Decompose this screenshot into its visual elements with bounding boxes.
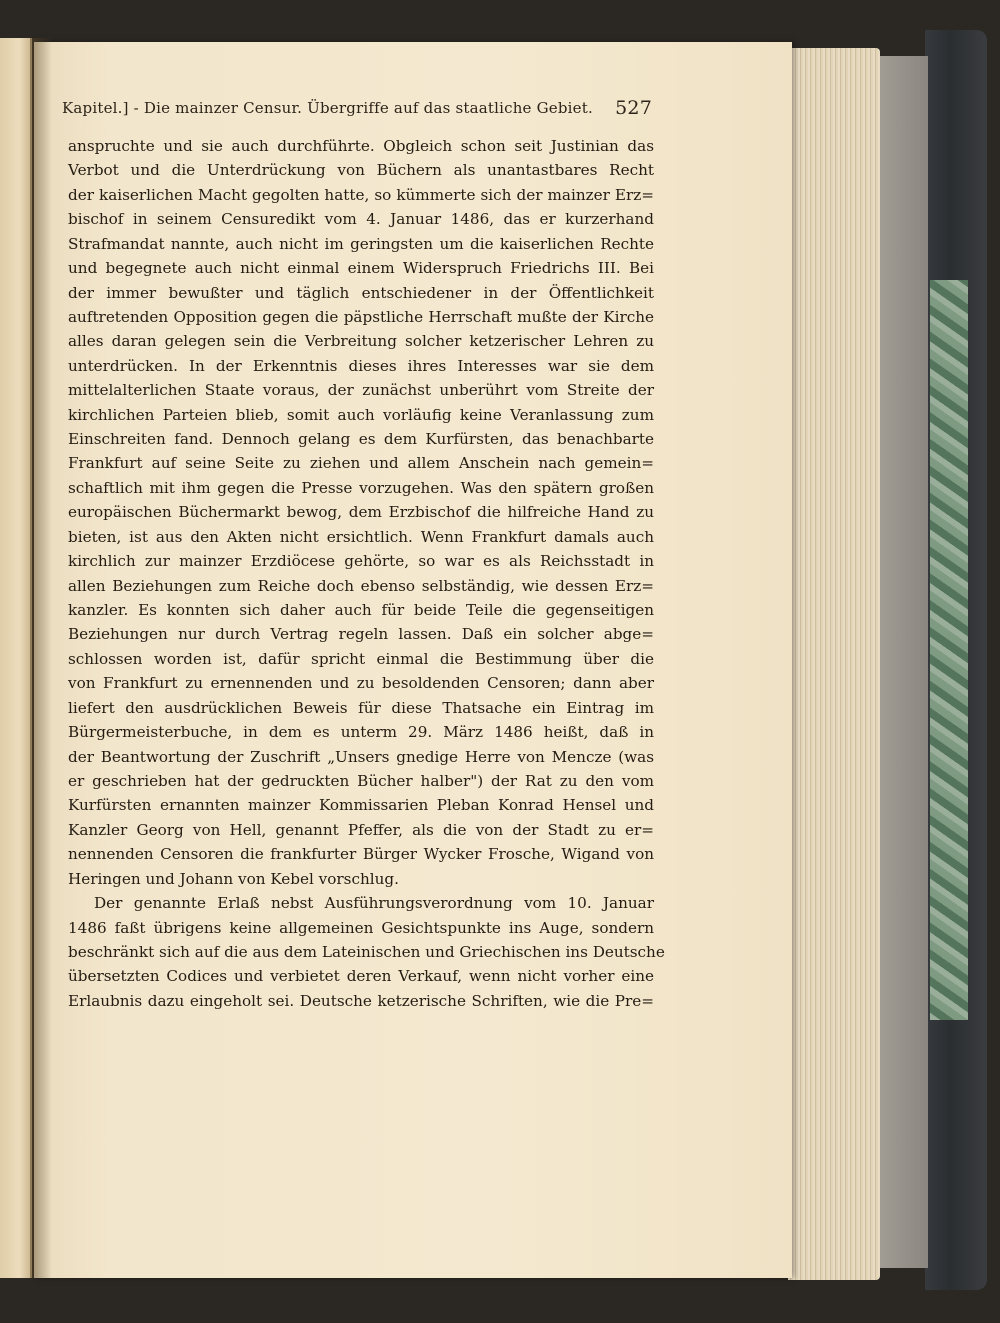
text-line: allen Beziehungen zum Reiche doch ebenso selbständig, wie dessen Erz=: [68, 576, 654, 595]
running-header: [62, 97, 652, 119]
text-line: nennenden Censoren die frankfurter Bürger Wycker Frosche, Wigand von: [68, 845, 654, 864]
text-line: Einschreiten fand. Dennoch gelang es dem Kurfürsten, das benachbarte: [68, 430, 654, 449]
text-line: kirchlich zur mainzer Erzdiöcese gehörte, so war es als Reichsstadt in: [68, 552, 654, 571]
text-line: Kanzler Georg von Hell, genannt Pfeffer, als die von der Stadt zu er=: [68, 820, 654, 839]
text-line: europäischen Büchermarkt bewog, dem Erzbischof die hilfreiche Hand zu: [68, 503, 654, 522]
text-line: 1486 faßt übrigens keine allgemeinen Gesichtspunkte ins Auge, sondern: [68, 918, 654, 937]
text-line: auftretenden Opposition gegen die päpstliche Herrschaft mußte der Kirche: [68, 307, 654, 326]
text-line: Kurfürsten ernannten mainzer Kommissarien Pleban Konrad Hensel und: [68, 796, 654, 815]
text-line: Erlaubnis dazu eingeholt sei. Deutsche ketzerische Schriften, wie die Pre=: [68, 991, 654, 1010]
text-line: alles daran gelegen sein die Verbreitung solcher ketzerischer Lehren zu: [68, 332, 654, 351]
text-line: Frankfurt auf seine Seite zu ziehen und allem Anschein nach gemein=: [68, 454, 654, 473]
text-line: er geschrieben hat der gedruckten Bücher halber") der Rat zu den vom: [68, 771, 654, 790]
text-line: Bürgermeisterbuche, in dem es unterm 29. März 1486 heißt, daß in: [68, 723, 654, 742]
text-line: der kaiserlichen Macht gegolten hatte, so kümmerte sich der mainzer Erz=: [68, 185, 654, 204]
text-line: übersetzten Codices und verbietet deren Verkauf, wenn nicht vorher eine: [68, 967, 654, 986]
text-line: bieten, ist aus den Akten nicht ersichtlich. Wenn Frankfurt damals auch: [68, 527, 654, 546]
marbled-cover-strip: [930, 280, 968, 1020]
page-stack: [788, 48, 880, 1280]
text-line: bischof in seinem Censuredikt vom 4. Januar 1486, das er kurzerhand: [68, 210, 654, 229]
text-line: Strafmandat nannte, auch nicht im geringsten um die kaiserlichen Rechte: [68, 234, 654, 253]
text-line: der Beantwortung der Zuschrift „Unsers gnedige Herre von Mencze (was: [68, 747, 654, 766]
page-block-edge: [872, 56, 928, 1268]
gutter-shadow: [30, 38, 52, 1278]
body-text: [68, 134, 665, 1013]
text-line: beschränkt sich auf die aus dem Lateinischen und Griechischen ins Deutsche: [68, 942, 665, 961]
text-line: schlossen worden ist, dafür spricht einmal die Bestimmung über die: [68, 649, 654, 668]
text-line: von Frankfurt zu ernennenden und zu besoldenden Censoren; dann aber: [68, 674, 654, 693]
text-line: kirchlichen Parteien blieb, somit auch vorläufig keine Veranlassung zum: [68, 405, 654, 424]
text-line: schaftlich mit ihm gegen die Presse vorzugehen. Was den spätern großen: [68, 478, 654, 497]
text-line: Verbot und die Unterdrückung von Büchern als unantastbares Recht: [68, 161, 654, 180]
paragraph-start-line: Der genannte Erlaß nebst Ausführungsverordnung vom 10. Januar: [94, 894, 654, 913]
text-line: anspruchte und sie auch durchführte. Obgleich schon seit Justinian das: [68, 137, 654, 155]
left-page-edge: [0, 38, 32, 1278]
text-line: Beziehungen nur durch Vertrag regeln lassen. Daß ein solcher abge=: [68, 625, 654, 644]
page-number: 527: [615, 97, 652, 119]
text-line: liefert den ausdrücklichen Beweis für diese Thatsache ein Eintrag im: [68, 698, 654, 717]
text-line: Heringen und Johann von Kebel vorschlug.: [68, 869, 399, 888]
text-line: kanzler. Es konnten sich daher auch für beide Teile die gegenseitigen: [68, 601, 654, 620]
text-line: und begegnete auch nicht einmal einem Widerspruch Friedrichs III. Bei: [68, 259, 654, 278]
running-title: Kapitel.] - Die mainzer Censur. Übergriffe auf das staatliche Gebiet.: [62, 99, 593, 117]
text-line: unterdrücken. In der Erkenntnis dieses ihres Interesses war sie dem: [68, 356, 654, 375]
text-line: der immer bewußter und täglich entschiedener in der Öffentlichkeit: [68, 283, 654, 302]
text-line: mittelalterlichen Staate voraus, der zunächst unberührt vom Streite der: [68, 381, 654, 400]
